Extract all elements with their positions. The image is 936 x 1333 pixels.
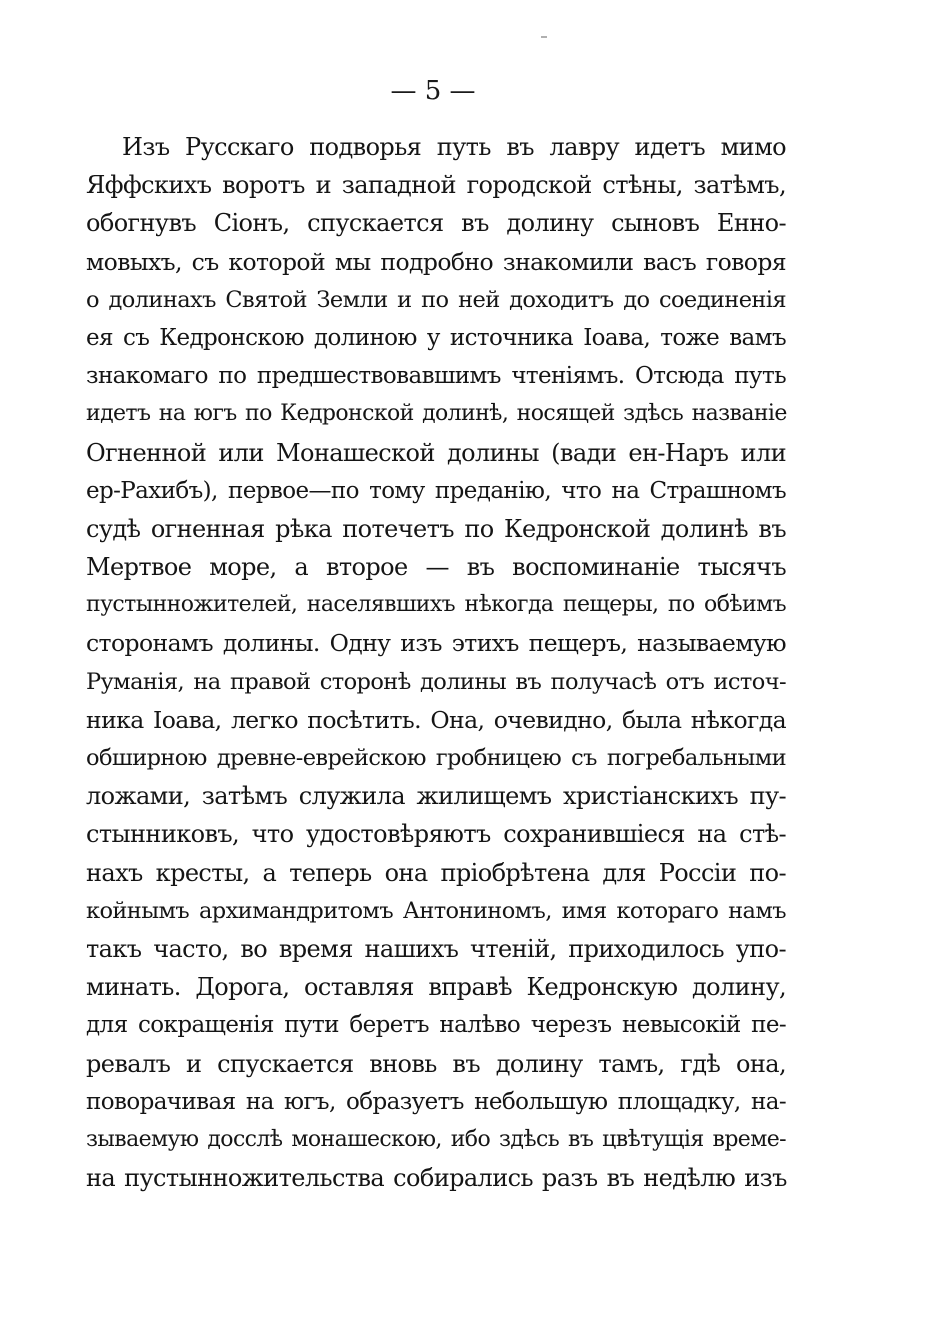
text-line: идетъ на югъ по Кедронской долинѣ, носящей здѣсь названіе (86, 401, 787, 427)
text-line: обширною древне-еврейскою гробницею съ погребальными (86, 745, 786, 771)
text-line: такъ часто, во время нашихъ чтеній, приходилось упо- (86, 934, 786, 963)
text-line: ника Іоава, легко посѣтить. Она, очевидно, была нѣкогда (86, 705, 786, 734)
text-line: на пустынножительства собирались разъ въ недѣлю изъ (86, 1164, 787, 1193)
text-line: мовыхъ, съ которой мы подробно знакомили васъ говоря (86, 247, 786, 276)
text-line: знакомаго по предшествовавшимъ чтеніямъ. Отсюда путь (86, 363, 786, 390)
page-number: — 5 — (390, 76, 476, 106)
text-line: Руманія, на правой сторонѣ долины въ получасѣ отъ источ- (86, 668, 786, 695)
text-line: обогнувъ Сіонъ, спускается въ долину сыновъ Енно- (86, 209, 786, 238)
text-line: ер-Рахибъ), первое—по тому преданію, что на Страшномъ (86, 477, 786, 504)
text-line: койнымъ архимандритомъ Антониномъ, имя котораго намъ (86, 897, 786, 924)
text-line: Огненной или Монашеской долины (вади ен-Наръ или (86, 438, 786, 467)
text-line: нахъ кресты, а теперь она пріобрѣтена для Россіи по- (86, 858, 786, 887)
text-line: судѣ огненная рѣка потечетъ по Кедронской долинѣ въ (86, 514, 786, 543)
text-line: Изъ Русскаго подворья путь въ лавру идетъ мимо (122, 133, 786, 161)
text-line: минать. Дорога, оставляя вправѣ Кедронскую долину, (86, 973, 786, 1002)
text-line: о долинахъ Святой Земли и по ней доходитъ до соединенія (86, 286, 786, 313)
text-line: Яффскихъ воротъ и западной городской стѣны, затѣмъ, (86, 171, 786, 200)
text-line: стынниковъ, что удостовѣряютъ сохранившіеся на стѣ- (86, 820, 786, 849)
text-line: сторонамъ долины. Одну изъ этихъ пещеръ, называемую (86, 629, 786, 658)
page-speck (541, 36, 547, 38)
text-line: зываемую досслѣ монашескою, ибо здѣсь въ цвѣтущія време- (86, 1126, 786, 1152)
text-line: ложами, затѣмъ служила жилищемъ христіанскихъ пу- (86, 782, 786, 811)
body-text (86, 128, 786, 1197)
text-line: для сокращенія пути беретъ налѣво черезъ невысокій пе- (86, 1012, 786, 1039)
text-line: ревалъ и спускается вновь въ долину тамъ, гдѣ она, (86, 1049, 786, 1078)
text-line: Мертвое море, а второе — въ воспоминаніе тысячъ (86, 553, 786, 582)
text-line: пустынножителей, населявшихъ нѣкогда пещеры, по обѣимъ (86, 592, 786, 618)
text-line: ея съ Кедронскою долиною у источника Іоава, тоже вамъ (86, 324, 786, 351)
text-line: поворачивая на югъ, образуетъ небольшую площадку, на- (86, 1088, 786, 1115)
